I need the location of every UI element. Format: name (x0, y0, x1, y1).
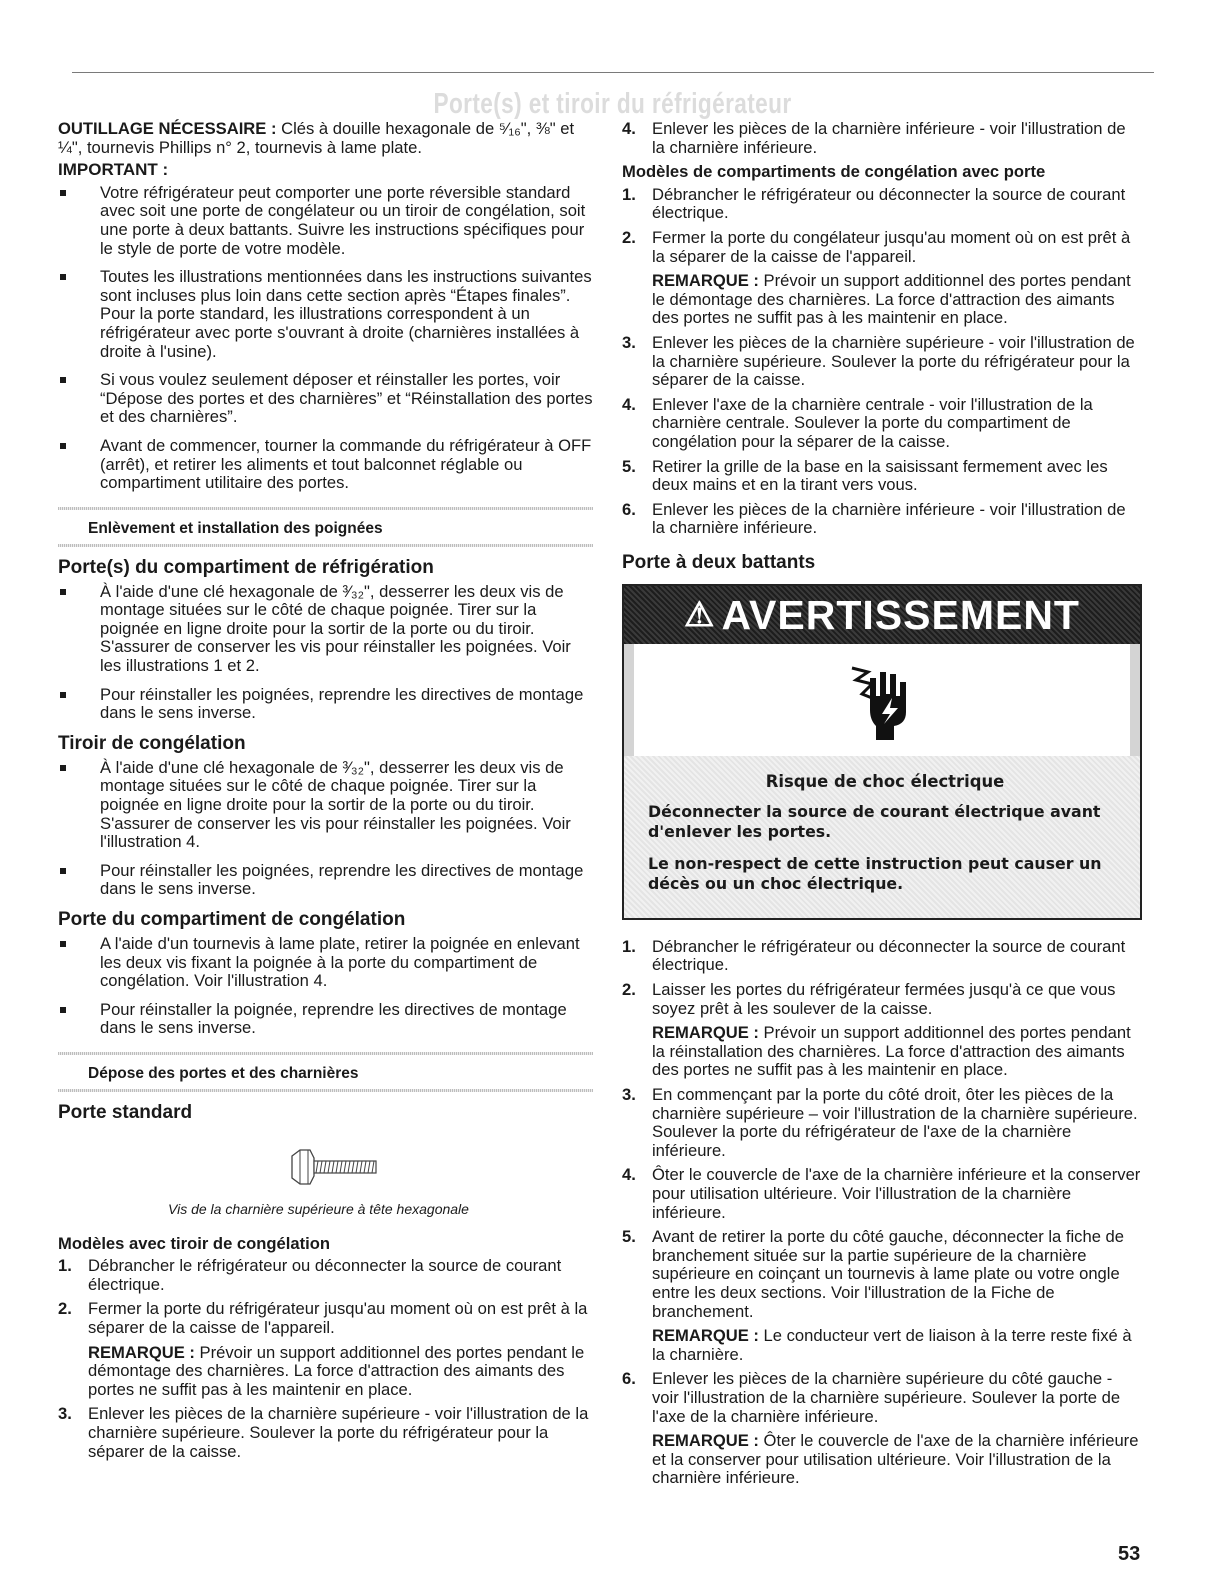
list-item: 3. Enlever les pièces de la charnière supérieure - voir l'illustration de la charnière supérieure. Soulever la porte du réfrigérateur pour la séparer de la caisse. (58, 1404, 589, 1461)
list-item: À l'aide d'une clé hexagonale de ³⁄₃₂", desserrer les deux vis de montage situées sur le côté de chaque poignée. Tirer sur la poignée en ligne droite pour la sortir de la porte ou du tiroir. S'assurer de conserver les vis pour réinstaller les poignées. Voir l'illustration 4. (58, 759, 593, 852)
heading-standard-door: Porte standard (58, 1101, 193, 1123)
list-item: Votre réfrigérateur peut comporter une porte réversible standard avec soit une porte de congélateur ou un tiroir de congélation, soit une porte à deux battants. Suivre les instructions spécifiques pour le style de porte de votre modèle. (58, 184, 593, 258)
heading-freezer-door: Porte du compartiment de congélation (58, 909, 406, 930)
list-item: 2. Fermer la porte du congélateur jusqu'au moment où on est prêt à la séparer de la caisse de l'appareil. (622, 227, 1131, 266)
tools-text: Clés à douille hexagonale de ⁵⁄₁₆", ⅜" et ¼", tournevis Phillips n° 2, tournevis à lame plate. (58, 119, 575, 157)
bullet-icon (60, 377, 66, 383)
warning-line-1: Déconnecter la source de courant électrique avant d'enlever les portes. (648, 801, 1101, 841)
important-label: IMPORTANT : (58, 160, 169, 180)
hex-screw-icon (286, 1146, 386, 1190)
heading-fridge-doors: Porte(s) du compartiment de réfrigération (58, 556, 434, 578)
warning-box (622, 584, 1142, 920)
note-paragraph: REMARQUE : Prévoir un support additionnel des portes pendant la réinstallation des charnières. La force d'attraction des aimants des portes ne suffit pas à les maintenir en place. (652, 1023, 1131, 1080)
page-title: Porte(s) et tiroir du réfrigérateur (433, 88, 792, 120)
list-item: À l'aide d'une clé hexagonale de ³⁄₃₂", desserrer les deux vis de montage situées sur le côté de chaque poignée. Tirer sur la poignée en ligne droite pour la sortir de la porte ou du tiroir. S'assurer de conserver les vis pour réinstaller les poignées. Voir les illustrations 1 et 2. (58, 583, 593, 676)
section-header-removal: Dépose des portes et des charnières (58, 1052, 593, 1092)
note-paragraph: REMARQUE : Prévoir un support additionnel des portes pendant le démontage des charnières. La force d'attraction des aimants des portes ne suffit pas à les maintenir en place. (652, 271, 1131, 328)
list-item: Pour réinstaller les poignées, reprendre les directives de montage dans le sens inverse. (58, 862, 593, 899)
page-number: 53 (1118, 1543, 1141, 1565)
list-item: 2. Laisser les portes du réfrigérateur fermées jusqu'à ce que vous soyez prêt à les soulever de la caisse. (622, 980, 1116, 1018)
heading-models-drawer: Modèles avec tiroir de congélation (58, 1233, 331, 1253)
heading-freezer-drawer: Tiroir de congélation (58, 732, 246, 754)
bullet-icon (60, 443, 66, 449)
heading-double-door: Porte à deux battants (622, 551, 816, 573)
top-rule (72, 72, 1154, 73)
list-item: Pour réinstaller les poignées, reprendre les directives de montage dans le sens inverse. (58, 686, 593, 723)
list-item: 1. Débrancher le réfrigérateur ou déconnecter la source de courant électrique. (622, 184, 1126, 223)
list-item: 3. Enlever les pièces de la charnière supérieure - voir l'illustration de la charnière supérieure. Soulever la porte du réfrigérateur pour la séparer de la caisse. (622, 332, 1135, 390)
tools-label: OUTILLAGE NÉCESSAIRE : (58, 119, 277, 138)
bullet-icon (60, 274, 66, 280)
bullet-icon (60, 589, 66, 595)
list-item: 1. Débrancher le réfrigérateur ou déconnecter la source de courant électrique. (622, 936, 1126, 975)
bullet-icon (60, 941, 66, 947)
note-paragraph: REMARQUE : Ôter le couvercle de l'axe de la charnière inférieure et la conserver pour utilisation ultérieure. Voir l'illustration de la charnière inférieure. (652, 1431, 1139, 1488)
bullet-icon (60, 868, 66, 874)
list-item: Toutes les illustrations mentionnées dans les instructions suivantes sont incluses plus loin dans cette section après “Étapes finales”. Pour la porte standard, les illustrations correspondent à un réfrigérateur avec porte s'ouvrant à droite (charnières installées à droite à l'usine). (58, 268, 593, 361)
warning-title: AVERTISSEMENT (721, 591, 1080, 638)
note-paragraph: REMARQUE : Le conducteur vert de liaison à la terre reste fixé à la charnière. (652, 1326, 1132, 1364)
electric-shock-icon-panel (624, 644, 1140, 756)
list-item: Avant de commencer, tourner la commande du réfrigérateur à OFF (arrêt), et retirer les aliments et tout balconnet réglable ou compartiment utilitaire des portes. (58, 437, 593, 493)
heading-models-door: Modèles de compartiments de congélation avec porte (622, 162, 1046, 182)
list-item: 4. Enlever l'axe de la charnière centrale - voir l'illustration de la charnière centrale. Soulever la porte du compartiment de congélation pour la séparer de la caisse. (622, 394, 1093, 451)
bullet-icon (60, 1007, 66, 1013)
list-item: Si vous voulez seulement déposer et réinstaller les portes, voir “Dépose des portes et des charnières” et “Réinstallation des portes et des charnières”. (58, 371, 593, 427)
list-item: 5. Retirer la grille de la base en la saisissant fermement avec les deux mains et en la tirant vers vous. (622, 456, 1108, 495)
bullet-icon (60, 692, 66, 698)
tools-paragraph (58, 120, 593, 157)
list-item: 6. Enlever les pièces de la charnière inférieure - voir l'illustration de la charnière inférieure. (622, 499, 1126, 538)
warning-risk: Risque de choc électrique (765, 771, 1005, 791)
left-column (58, 120, 593, 1467)
note-paragraph: REMARQUE : Prévoir un support additionnel des portes pendant le démontage des charnières. La force d'attraction des aimants des portes ne suffit pas à les maintenir en place. (88, 1342, 585, 1399)
right-column (622, 120, 1142, 1494)
bullet-icon (60, 765, 66, 771)
section-header-handles: Enlèvement et installation des poignées (58, 507, 593, 547)
hex-screw-illustration (58, 1146, 593, 1194)
warning-body (624, 756, 1140, 918)
list-item: 6. Enlever les pièces de la charnière supérieure du côté gauche - voir l'illustration de la charnière supérieure. Soulever la porte de l'axe de la charnière inférieure. (622, 1369, 1121, 1426)
warning-line-2: Le non-respect de cette instruction peut causer un décès ou un choc électrique. (648, 853, 1102, 893)
list-item: Pour réinstaller la poignée, reprendre les directives de montage dans le sens inverse. (58, 1001, 593, 1038)
list-item: A l'aide d'un tournevis à lame plate, retirer la poignée en enlevant les deux vis fixant la poignée à la porte du compartiment de congélation. Voir l'illustration 4. (58, 935, 593, 991)
list-item: 4. Enlever les pièces de la charnière inférieure - voir l'illustration de la charnière inférieure. (622, 119, 1126, 157)
list-item: 1. Débrancher le réfrigérateur ou déconnecter la source de courant électrique. (58, 1256, 562, 1294)
electric-shock-icon (850, 658, 914, 742)
list-item: 5. Avant de retirer la porte du côté gauche, déconnecter la fiche de branchement située sur la partie supérieure de la charnière supérieure en coinçant un tournevis à lame plate ou votre ongle entre les deux sections. Voir l'illustration de la Fiche de branchement. (622, 1227, 1124, 1321)
important-list (58, 184, 593, 493)
warning-triangle-icon: ⚠ (684, 595, 716, 634)
screw-caption: Vis de la charnière supérieure à tête hexagonale (168, 1200, 469, 1217)
list-item: 4. Ôter le couvercle de l'axe de la charnière inférieure et la conserver pour utilisation ultérieure. Voir l'illustration de la charnière inférieure. (622, 1165, 1141, 1222)
warning-header (624, 586, 1140, 644)
list-item: 2. Fermer la porte du réfrigérateur jusqu'au moment où on est prêt à la séparer de la caisse de l'appareil. (58, 1299, 588, 1337)
bullet-icon (60, 190, 66, 196)
list-item: 3. En commençant par la porte du côté droit, ôter les pièces de la charnière supérieure – voir l'illustration de la charnière supérieure. Soulever la porte du réfrigérateur de l'axe de la charnière inférieure. (622, 1085, 1138, 1160)
